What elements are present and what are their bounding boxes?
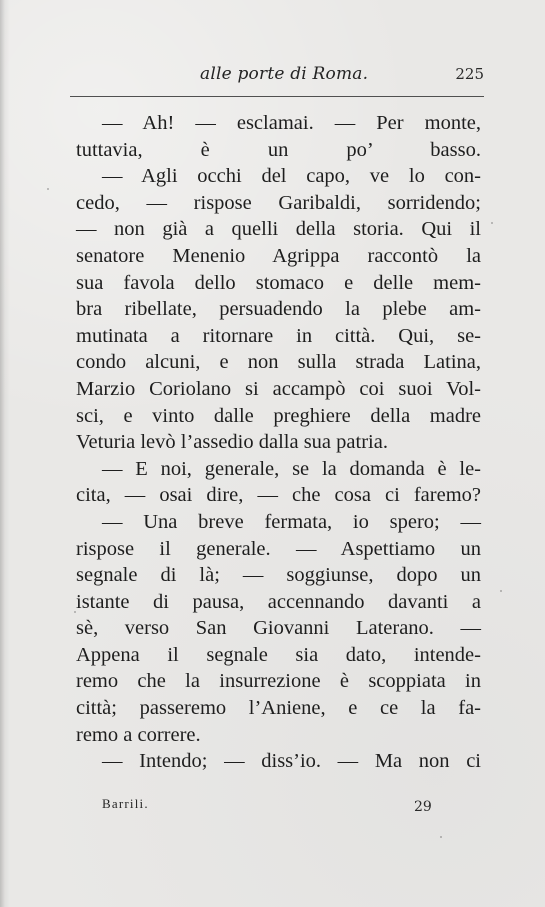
signature-mark: Barrili. xyxy=(102,796,149,811)
text-line: città; passeremo l’Aniene, e ce la fa- xyxy=(76,697,481,720)
text-line: rispose il generale. — Aspettiamo un xyxy=(76,537,481,560)
text-line: remo che la insurrezione è scoppiata in xyxy=(76,670,481,693)
text-line: istante di pausa, accennando davanti a xyxy=(76,590,481,613)
text-line: cita, — osai dire, — che cosa ci faremo? xyxy=(76,484,481,507)
header-rule xyxy=(70,96,484,97)
text-line: Marzio Coriolano si accampò coi suoi Vol- xyxy=(76,377,481,400)
text-line: remo a correre. xyxy=(76,723,201,746)
text-line: — non già a quelli della storia. Qui il xyxy=(76,218,481,241)
text-line: Appena il segnale sia dato, intende- xyxy=(76,643,481,666)
paper-speck xyxy=(491,222,493,224)
paper-speck xyxy=(500,590,502,592)
paper-speck xyxy=(74,611,76,613)
text-line: — Ah! — esclamai. — Per monte, xyxy=(102,112,481,134)
text-line: senatore Menenio Agrippa raccontò la xyxy=(76,244,481,267)
text-line: sua favola dello stomaco e delle mem- xyxy=(76,271,481,294)
text-line: — E noi, generale, se la domanda è le- xyxy=(102,457,481,480)
text-line: sci, e vinto dalle preghiere della madre xyxy=(76,404,481,427)
text-line: tuttavia, è un po’ basso. xyxy=(76,138,481,161)
text-line: sè, verso San Giovanni Laterano. — xyxy=(76,617,481,640)
page-spine-shadow xyxy=(0,0,10,907)
text-line: condo alcuni, e non sulla strada Latina, xyxy=(76,351,481,374)
paper-speck xyxy=(440,836,442,838)
body-text xyxy=(76,110,481,775)
signature-number: 29 xyxy=(414,799,432,815)
text-line: cedo, — rispose Garibaldi, sorridendo; xyxy=(76,191,481,214)
text-line: Veturia levò l’assedio dalla sua patria. xyxy=(76,431,388,454)
page-number: 225 xyxy=(455,65,484,83)
text-line: segnale di là; — soggiunse, dopo un xyxy=(76,564,481,587)
paper-speck xyxy=(47,188,49,190)
running-title: alle porte di Roma. xyxy=(200,64,369,84)
text-line: mutinata a ritornare in città. Qui, se- xyxy=(76,324,481,347)
text-line: — Una breve fermata, io spero; — xyxy=(102,510,481,533)
page-header xyxy=(70,62,492,92)
text-line: — Intendo; — diss’io. — Ma non ci xyxy=(102,750,481,773)
page-footer xyxy=(102,796,442,820)
text-line: — Agli occhi del capo, ve lo con- xyxy=(102,165,481,188)
text-line: bra ribellate, persuadendo la plebe am- xyxy=(76,298,481,321)
